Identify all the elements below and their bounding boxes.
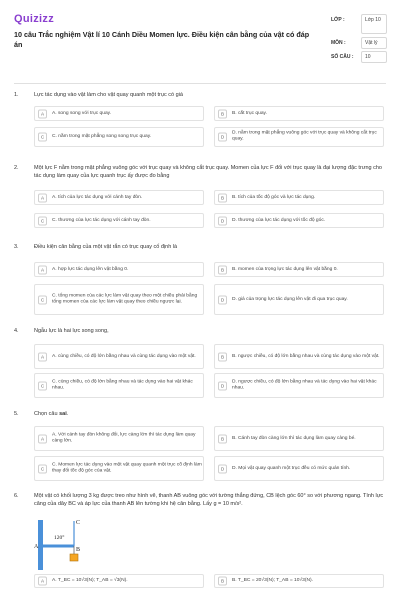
option-letter: D (218, 295, 227, 304)
option-letter: D (218, 216, 227, 225)
label-a: A (34, 544, 39, 550)
option-text: B. momen của trọng lực tác dụng lên vật bằng 0. (232, 266, 338, 272)
option-letter: B (218, 109, 227, 118)
option-letter: A (38, 109, 47, 118)
question-text: Lực tác dụng vào vật làm cho vật quay quanh một trục có giá (34, 92, 183, 98)
option-text: A. Với cánh tay đòn không đổi, lực càng lớn thì tác dụng làm quay càng lớn. (52, 432, 196, 444)
question-text: Một lực F nằm trong mặt phẳng vuông góc với trục quay và không cắt trục quay. Momen của lực F đối với trục quay là đại lượng đặc trưng cho tác dụng làm quay của lực quanh trục ấy được đo bằng (34, 165, 382, 179)
answer-option[interactable] (34, 213, 204, 228)
answer-option[interactable] (214, 574, 384, 588)
page-title: 10 câu Trắc nghiệm Vật lí 10 Cánh Diều Momen lực. Điều kiện cân bằng của vật có đáp án (14, 30, 310, 49)
option-letter: A (38, 193, 47, 202)
option-letter: A (38, 434, 47, 443)
answer-option[interactable] (34, 426, 204, 451)
option-text: A. T_BC = 10√3(N); T_AB = √3(N). (52, 577, 128, 583)
option-text: C. tổng momen của các lực làm vật quay theo một chiều phải bằng tổng momen của các lực làm vật quay theo chiều ngược lại. (52, 293, 198, 305)
option-letter: B (218, 265, 227, 274)
question-number: 5. (14, 411, 19, 417)
meta-class-label: LỚP : (331, 17, 345, 23)
answer-option[interactable] (214, 106, 384, 121)
meta-subject-value: Vật lý (361, 37, 387, 49)
question-number: 2. (14, 165, 19, 171)
option-letter: A (38, 352, 47, 361)
quizizz-logo: Quizizz (14, 13, 54, 25)
angle-label: 120° (54, 535, 65, 541)
meta-class-row (331, 14, 389, 37)
option-text: C. thương của lực tác dụng với cánh tay đòn. (52, 217, 151, 223)
question-number: 6. (14, 493, 19, 499)
option-letter: D (218, 464, 227, 473)
answer-option[interactable] (214, 426, 384, 451)
question-text-suffix: . (66, 411, 69, 417)
answer-option[interactable] (214, 284, 384, 315)
wall (38, 520, 43, 570)
meta-subject-label: MÔN : (331, 40, 346, 46)
answer-option[interactable] (34, 344, 204, 369)
option-text: C. cùng chiều, có độ lớn bằng nhau và tác dụng vào hai vật khác nhau. (52, 379, 193, 391)
option-letter: D (218, 381, 227, 390)
meta-count-value: 10 (361, 51, 387, 63)
option-text: B. Cánh tay đòn càng lớn thì tác dụng làm quay càng bé. (232, 435, 356, 441)
option-letter: A (38, 577, 47, 586)
option-letter: B (218, 434, 227, 443)
answer-option[interactable] (214, 262, 384, 277)
answer-option[interactable] (34, 456, 204, 481)
physics-diagram (34, 518, 90, 573)
answer-option[interactable] (214, 456, 384, 481)
option-text: B. ngược chiều, có độ lớn bằng nhau và cùng tác dụng vào một vật. (232, 353, 380, 359)
meta-count-label: SỐ CÂU : (331, 54, 354, 60)
meta-class-value: Lớp 10 (361, 14, 387, 34)
question-text (34, 411, 386, 419)
option-text: D. ngược chiều, có độ lớn bằng nhau và tác dụng vào hai vật khác nhau. (232, 379, 377, 391)
option-text: C. nằm trong mặt phẳng song song trục quay. (52, 133, 152, 139)
answer-option[interactable] (34, 284, 204, 315)
option-letter: C (38, 464, 47, 473)
option-text: B. T_BC = 20√3(N); T_AB = 10√3(N). (232, 577, 314, 583)
option-text: A. hợp lực tác dụng lên vật bằng 0. (52, 266, 129, 272)
option-letter: A (38, 265, 47, 274)
option-letter: D (218, 133, 227, 142)
question-text: Ngẫu lực là hai lực song song, (34, 328, 109, 334)
meta-panel (331, 14, 389, 65)
answer-option[interactable] (34, 127, 204, 147)
meta-count-row (331, 51, 389, 65)
header-divider (14, 83, 386, 84)
hanging-weight (70, 554, 78, 561)
answer-option[interactable] (214, 373, 384, 398)
option-text: B. tích của tốc độ góc và lực tác dụng. (232, 194, 316, 200)
option-text: D. thương của lực tác dụng với tốc độ góc. (232, 217, 326, 223)
option-letter: C (38, 295, 47, 304)
option-text: D. Mọi vật quay quanh một trục đều có mức quán tính. (232, 465, 351, 471)
option-letter: C (38, 216, 47, 225)
option-text: A. cùng chiều, có độ lớn bằng nhau và cùng tác dụng vào một vật. (52, 353, 196, 359)
option-text: A. tích của lực tác dụng với cánh tay đòn. (52, 194, 143, 200)
answer-option[interactable] (34, 373, 204, 398)
answer-option[interactable] (34, 190, 204, 205)
meta-subject-row (331, 37, 389, 51)
label-c: C (76, 520, 81, 526)
answer-option[interactable] (214, 213, 384, 228)
option-letter: B (218, 577, 227, 586)
label-b: B (76, 547, 81, 553)
question-text-prefix: Chọn câu (34, 411, 60, 417)
option-letter: C (38, 133, 47, 142)
question-number: 1. (14, 92, 19, 98)
question-text: Một vật có khối lượng 3 kg được treo như hình vẽ, thanh AB vuông góc với tường thẳng đứng, CB lệch góc 60° so với phương ngang. Tính lực căng của dây BC và áp lực của thanh AB lên tường khi hệ cân bằng. Lấy g = 10 m/s². (34, 493, 384, 507)
answer-option[interactable] (34, 574, 204, 588)
question-text: Điều kiện cân bằng của một vật rắn có trục quay cố định là (34, 244, 178, 250)
option-letter: B (218, 193, 227, 202)
option-text: D. nằm trong mặt phẳng vuông góc với trục quay và không cắt trục quay. (232, 130, 377, 142)
question-number: 3. (14, 244, 19, 250)
answer-option[interactable] (34, 106, 204, 121)
question-number: 4. (14, 328, 19, 334)
option-text: D. giá của trọng lực tác dụng lên vật đi qua trục quay. (232, 296, 348, 302)
option-text: A. song song với trục quay. (52, 110, 112, 116)
question-text-emphasis: sai (59, 411, 67, 417)
option-letter: C (38, 381, 47, 390)
answer-option[interactable] (214, 344, 384, 369)
answer-option[interactable] (214, 127, 384, 147)
option-text: C. Momen lực tác dụng vào một vật quay quanh một trục cố định làm thay đổi tốc độ góc của vật. (52, 462, 202, 474)
option-letter: B (218, 352, 227, 361)
answer-option[interactable] (214, 190, 384, 205)
answer-option[interactable] (34, 262, 204, 277)
option-text: B. cắt trục quay. (232, 110, 267, 116)
